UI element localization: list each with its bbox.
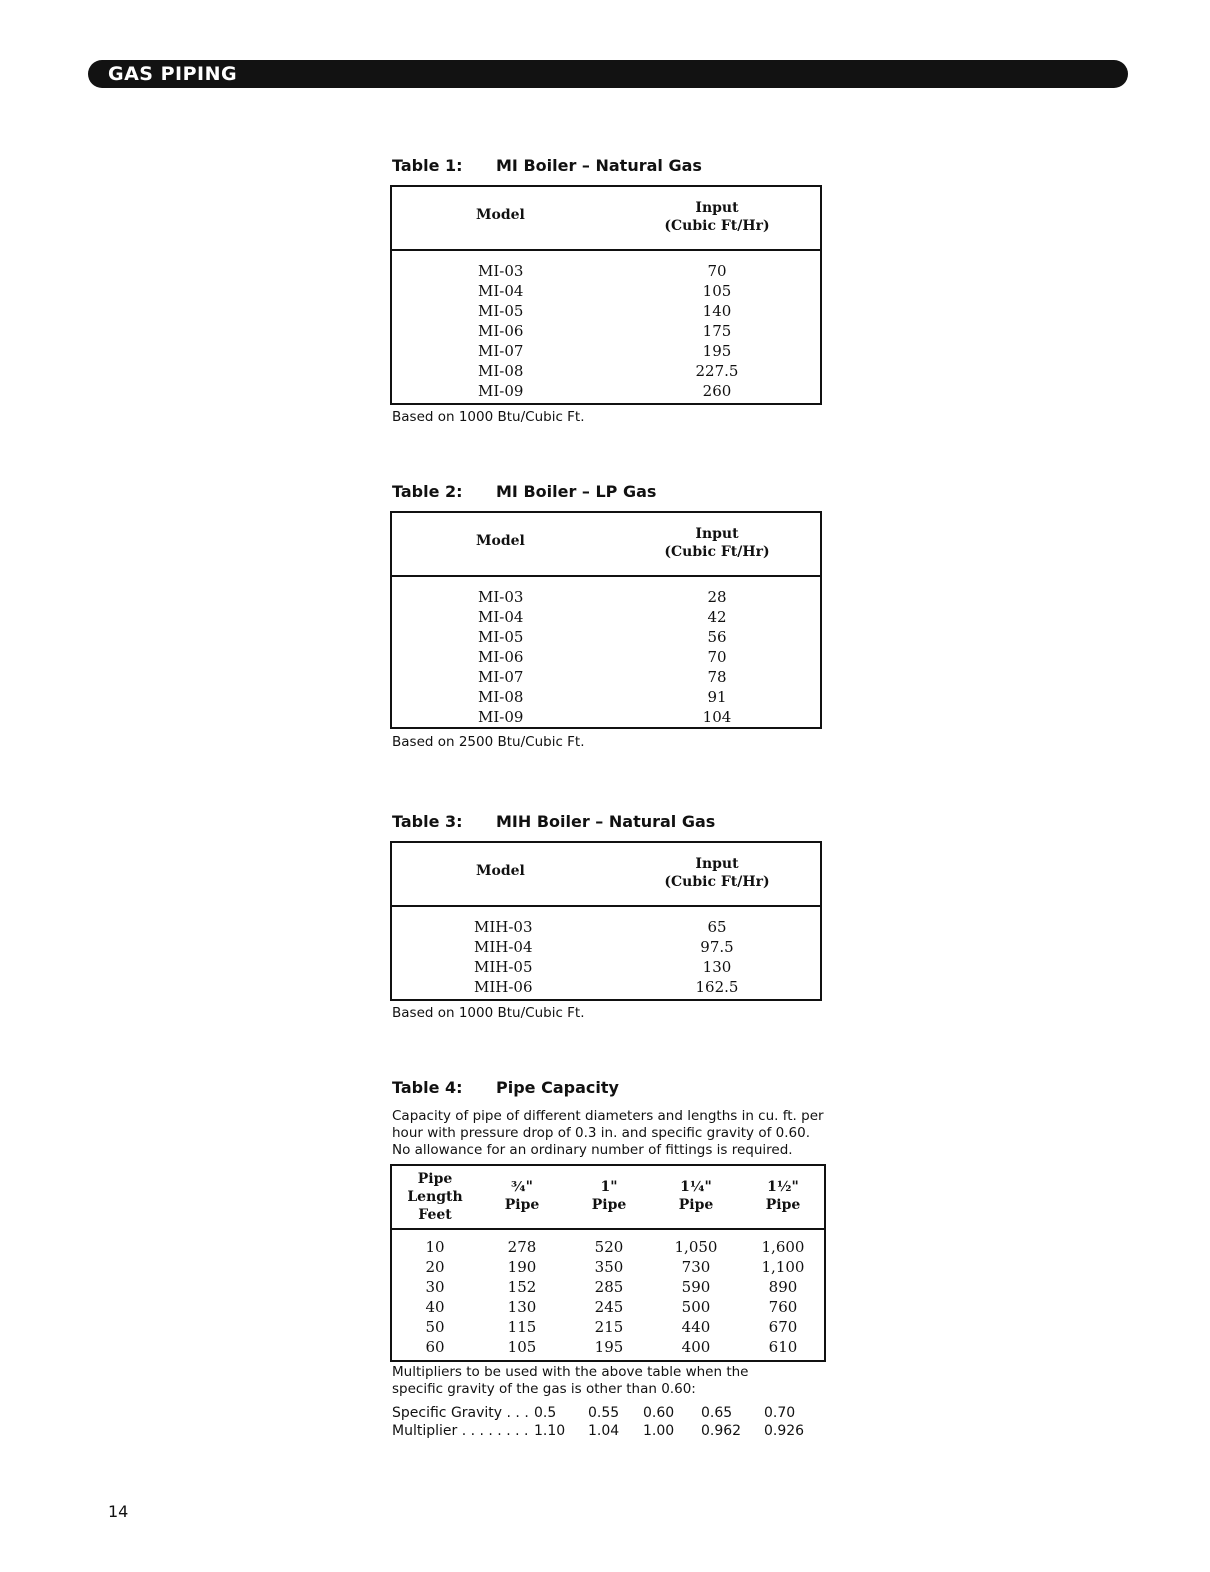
table1-body (392, 251, 820, 403)
sg-value: 0.60 (643, 1405, 675, 1421)
table-row (392, 587, 820, 607)
multiplier-value: 0.962 (701, 1423, 742, 1439)
section-title: GAS PIPING (108, 63, 238, 85)
table2-title: MI Boiler – LP Gas (496, 482, 657, 501)
table3-title: MIH Boiler – Natural Gas (496, 812, 716, 831)
table-row (392, 707, 820, 727)
input-cell: 175 (702, 322, 732, 340)
table-row (392, 957, 820, 977)
table-row (392, 937, 820, 957)
col-one-half-pipe (748, 1178, 818, 1214)
model-cell: MI-07 (478, 342, 524, 360)
sg-value: 0.70 (764, 1405, 796, 1421)
multiplier-note (392, 1364, 748, 1398)
page-number: 14 (108, 1502, 129, 1521)
table2-col-input (642, 525, 792, 561)
capacity-cell: 278 (507, 1238, 537, 1256)
multiplier-note-line: specific gravity of the gas is other than 0.60: (392, 1381, 696, 1397)
length-cell: 40 (425, 1298, 445, 1316)
sg-value: 0.5 (534, 1405, 557, 1421)
table3-col-input-line2: (Cubic Ft/Hr) (664, 874, 770, 890)
capacity-cell: 350 (594, 1258, 624, 1276)
table4-body (392, 1230, 824, 1357)
capacity-cell: 105 (507, 1338, 537, 1356)
input-cell: 91 (707, 688, 727, 706)
table3-col-input-line1: Input (695, 856, 739, 872)
capacity-cell: 215 (594, 1318, 624, 1336)
model-cell: MI-03 (478, 588, 524, 606)
capacity-cell: 130 (507, 1298, 537, 1316)
capacity-cell: 400 (681, 1338, 711, 1356)
specific-gravity-label: Specific Gravity . . . (392, 1405, 529, 1421)
model-cell: MI-07 (478, 668, 524, 686)
capacity-cell: 195 (594, 1338, 624, 1356)
table2-col-input-line1: Input (695, 526, 739, 542)
table3 (390, 841, 822, 1001)
table2-col-model: Model (476, 533, 525, 549)
input-cell: 42 (707, 608, 727, 626)
model-cell: MIH-05 (474, 958, 533, 976)
length-cell: 10 (425, 1238, 445, 1256)
header-line: Length (407, 1189, 463, 1205)
table-row (392, 261, 820, 281)
table-row (392, 321, 820, 341)
capacity-cell: 1,100 (761, 1258, 805, 1276)
capacity-cell: 760 (768, 1298, 798, 1316)
table2-col-input-line2: (Cubic Ft/Hr) (664, 544, 770, 560)
length-cell: 60 (425, 1338, 445, 1356)
length-cell: 20 (425, 1258, 445, 1276)
table1-caption (392, 156, 702, 175)
multiplier-value: 0.926 (764, 1423, 805, 1439)
table1-col-input-line2: (Cubic Ft/Hr) (664, 218, 770, 234)
model-cell: MI-09 (478, 708, 524, 726)
table-row (392, 1337, 824, 1357)
input-cell: 105 (702, 282, 732, 300)
header-line: ¾" (511, 1179, 533, 1195)
model-cell: MI-06 (478, 648, 524, 666)
table3-note: Based on 1000 Btu/Cubic Ft. (392, 1005, 585, 1021)
multiplier-note-line: Multipliers to be used with the above table when the (392, 1364, 749, 1380)
capacity-cell: 1,050 (674, 1238, 718, 1256)
capacity-cell: 245 (594, 1298, 624, 1316)
header-line: 1¼" (680, 1179, 712, 1195)
table3-col-input (642, 855, 792, 891)
sg-value: 0.55 (588, 1405, 620, 1421)
input-cell: 104 (702, 708, 732, 726)
table3-col-model: Model (476, 863, 525, 879)
table1 (390, 185, 822, 405)
input-cell: 162.5 (695, 978, 739, 996)
col-one-inch-pipe (574, 1178, 644, 1214)
capacity-cell: 670 (768, 1318, 798, 1336)
table3-caption (392, 812, 715, 831)
header-line: 1½" (767, 1179, 799, 1195)
input-cell: 56 (707, 628, 727, 646)
capacity-cell: 152 (507, 1278, 537, 1296)
table4-header (392, 1166, 824, 1230)
model-cell: MI-06 (478, 322, 524, 340)
header-line: Pipe (678, 1197, 714, 1213)
model-cell: MI-05 (478, 628, 524, 646)
sg-value: 0.65 (701, 1405, 733, 1421)
model-cell: MIH-04 (474, 938, 533, 956)
capacity-cell: 520 (594, 1238, 624, 1256)
section-header-bar (88, 60, 1128, 88)
capacity-cell: 190 (507, 1258, 537, 1276)
table2-caption (392, 482, 656, 501)
multiplier-label: Multiplier . . . . . . . . (392, 1423, 529, 1439)
input-cell: 97.5 (700, 938, 734, 956)
model-cell: MIH-03 (474, 918, 533, 936)
model-cell: MI-05 (478, 302, 524, 320)
table-row (392, 381, 820, 401)
length-cell: 50 (425, 1318, 445, 1336)
table-row (392, 917, 820, 937)
input-cell: 140 (702, 302, 732, 320)
input-cell: 70 (707, 262, 727, 280)
table4 (390, 1164, 826, 1362)
model-cell: MI-04 (478, 282, 524, 300)
capacity-cell: 500 (681, 1298, 711, 1316)
input-cell: 195 (702, 342, 732, 360)
col-pipe-length (400, 1170, 470, 1224)
header-line: Pipe (504, 1197, 540, 1213)
table-row (392, 1237, 824, 1257)
input-cell: 130 (702, 958, 732, 976)
multiplier-value: 1.10 (534, 1423, 566, 1439)
table4-description (392, 1108, 832, 1159)
capacity-cell: 890 (768, 1278, 798, 1296)
table-row (392, 627, 820, 647)
table1-col-input-line1: Input (695, 200, 739, 216)
description-line: hour with pressure drop of 0.3 in. and specific gravity of 0.60. (392, 1125, 810, 1141)
col-one-quarter-pipe (661, 1178, 731, 1214)
table3-number: Table 3: (392, 812, 463, 831)
model-cell: MI-04 (478, 608, 524, 626)
capacity-cell: 440 (681, 1318, 711, 1336)
header-line: Pipe (417, 1171, 453, 1187)
table-row (392, 687, 820, 707)
table-row (392, 361, 820, 381)
capacity-cell: 610 (768, 1338, 798, 1356)
table-row (392, 1257, 824, 1277)
table-row (392, 341, 820, 361)
input-cell: 78 (707, 668, 727, 686)
table-row (392, 1277, 824, 1297)
table1-title: MI Boiler – Natural Gas (496, 156, 702, 175)
model-cell: MI-03 (478, 262, 524, 280)
table1-note: Based on 1000 Btu/Cubic Ft. (392, 409, 585, 425)
input-cell: 28 (707, 588, 727, 606)
table4-number: Table 4: (392, 1078, 463, 1097)
input-cell: 227.5 (695, 362, 739, 380)
capacity-cell: 1,600 (761, 1238, 805, 1256)
table4-title: Pipe Capacity (496, 1078, 619, 1097)
capacity-cell: 285 (594, 1278, 624, 1296)
header-line: 1" (600, 1179, 618, 1195)
table2-note: Based on 2500 Btu/Cubic Ft. (392, 734, 585, 750)
model-cell: MI-08 (478, 688, 524, 706)
header-line: Pipe (765, 1197, 801, 1213)
table-row (392, 647, 820, 667)
col-three-quarter-pipe (487, 1178, 557, 1214)
header-line: Pipe (591, 1197, 627, 1213)
table1-header (392, 187, 820, 251)
table2-header (392, 513, 820, 577)
capacity-cell: 590 (681, 1278, 711, 1296)
multiplier-value: 1.04 (588, 1423, 620, 1439)
table3-header (392, 843, 820, 907)
table1-col-input (642, 199, 792, 235)
table3-body (392, 907, 820, 999)
table-row (392, 1297, 824, 1317)
table-row (392, 1317, 824, 1337)
table1-col-model: Model (476, 207, 525, 223)
length-cell: 30 (425, 1278, 445, 1296)
table-row (392, 301, 820, 321)
input-cell: 70 (707, 648, 727, 666)
header-line: Feet (418, 1207, 452, 1223)
input-cell: 260 (702, 382, 732, 400)
table-row (392, 281, 820, 301)
input-cell: 65 (707, 918, 727, 936)
table-row (392, 977, 820, 997)
table2 (390, 511, 822, 729)
capacity-cell: 115 (507, 1318, 537, 1336)
description-line: No allowance for an ordinary number of fittings is required. (392, 1142, 793, 1158)
table-row (392, 607, 820, 627)
multiplier-value: 1.00 (643, 1423, 675, 1439)
table1-number: Table 1: (392, 156, 463, 175)
capacity-cell: 730 (681, 1258, 711, 1276)
table4-caption (392, 1078, 619, 1097)
model-cell: MI-08 (478, 362, 524, 380)
model-cell: MIH-06 (474, 978, 533, 996)
table2-body (392, 577, 820, 729)
table-row (392, 667, 820, 687)
table2-number: Table 2: (392, 482, 463, 501)
description-line: Capacity of pipe of different diameters and lengths in cu. ft. per (392, 1108, 824, 1124)
model-cell: MI-09 (478, 382, 524, 400)
